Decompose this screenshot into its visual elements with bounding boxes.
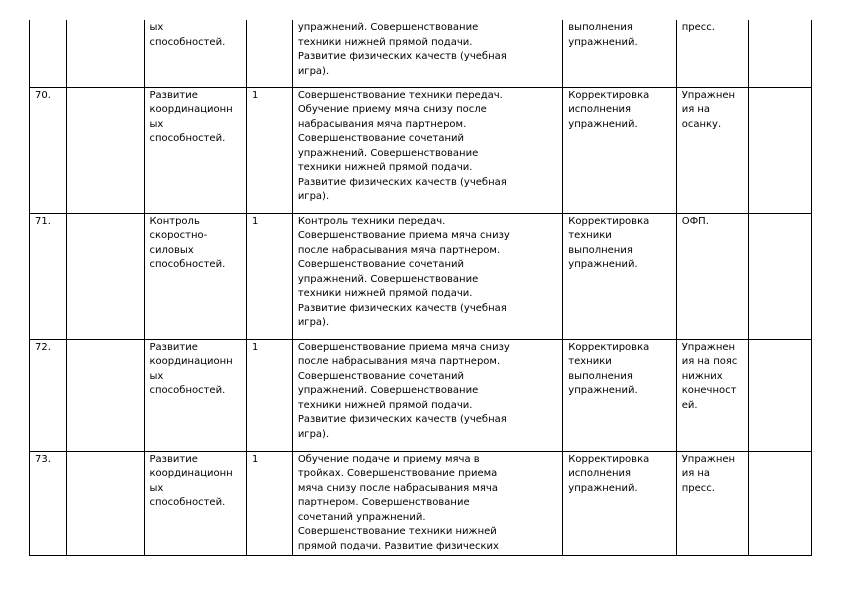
lesson-extra xyxy=(748,20,811,87)
lesson-number: 71. xyxy=(30,213,67,339)
lesson-content: Совершенствование техники передач. Обучение приему мяча снизу после набрасывания мяча партнером. Совершенствование сочетаний упражнений. Совершенствование техники нижней прямой подачи. Развитие физических качеств (учебная игра). xyxy=(292,87,562,213)
lesson-number xyxy=(30,20,67,87)
lesson-hours: 1 xyxy=(247,451,293,555)
lesson-content: упражнений. Совершенствование техники нижней прямой подачи. Развитие физических качеств (учебная игра). xyxy=(292,20,562,87)
lesson-content: Совершенствование приема мяча снизу после набрасывания мяча партнером. Совершенствование сочетаний упражнений. Совершенствование техники нижней прямой подачи. Развитие физических качеств (учебная игра). xyxy=(292,339,562,451)
lesson-content: Обучение подаче и приему мяча в тройках. Совершенствование приема мяча снизу после набрасывания мяча партнером. Совершенствование сочетаний упражнений. Совершенствование техники нижней прямой подачи. Развитие физических xyxy=(292,451,562,555)
lesson-extra xyxy=(748,451,811,555)
lesson-extra xyxy=(748,213,811,339)
lesson-correction: Корректировка техники выполнения упражнений. xyxy=(563,213,676,339)
lesson-correction: Корректировка исполнения упражнений. xyxy=(563,451,676,555)
lesson-topic: Развитие координационн ых способностей. xyxy=(144,451,247,555)
lesson-hours xyxy=(247,20,293,87)
lesson-topic: Развитие координационн ых способностей. xyxy=(144,339,247,451)
lesson-extra xyxy=(748,87,811,213)
table-row xyxy=(30,20,812,87)
lesson-correction: Корректировка исполнения упражнений. xyxy=(563,87,676,213)
lesson-correction: выполнения упражнений. xyxy=(563,20,676,87)
lesson-hours: 1 xyxy=(247,213,293,339)
lesson-content: Контроль техники передач. Совершенствование приема мяча снизу после набрасывания мяча партнером. Совершенствование сочетаний упражнений. Совершенствование техники нижней прямой подачи. Развитие физических качеств (учебная игра). xyxy=(292,213,562,339)
lesson-number: 72. xyxy=(30,339,67,451)
table-row xyxy=(30,451,812,555)
lesson-topic: Развитие координационн ых способностей. xyxy=(144,87,247,213)
table-row xyxy=(30,213,812,339)
lesson-extra xyxy=(748,339,811,451)
lesson-date xyxy=(67,339,144,451)
lesson-number: 70. xyxy=(30,87,67,213)
lesson-homework: Упражнен ия на пояс нижних конечност ей. xyxy=(676,339,748,451)
lesson-homework: Упражнен ия на пресс. xyxy=(676,451,748,555)
lesson-topic: ых способностей. xyxy=(144,20,247,87)
lesson-homework: Упражнен ия на осанку. xyxy=(676,87,748,213)
lesson-date xyxy=(67,20,144,87)
lesson-hours: 1 xyxy=(247,339,293,451)
lesson-date xyxy=(67,87,144,213)
table-row xyxy=(30,87,812,213)
lesson-homework: пресс. xyxy=(676,20,748,87)
lesson-date xyxy=(67,213,144,339)
table-row xyxy=(30,339,812,451)
lesson-correction: Корректировка техники выполнения упражнений. xyxy=(563,339,676,451)
lesson-hours: 1 xyxy=(247,87,293,213)
lesson-number: 73. xyxy=(30,451,67,555)
lesson-topic: Контроль скоростно- силовых способностей. xyxy=(144,213,247,339)
lesson-date xyxy=(67,451,144,555)
lesson-plan-table xyxy=(29,20,812,556)
lesson-homework: ОФП. xyxy=(676,213,748,339)
